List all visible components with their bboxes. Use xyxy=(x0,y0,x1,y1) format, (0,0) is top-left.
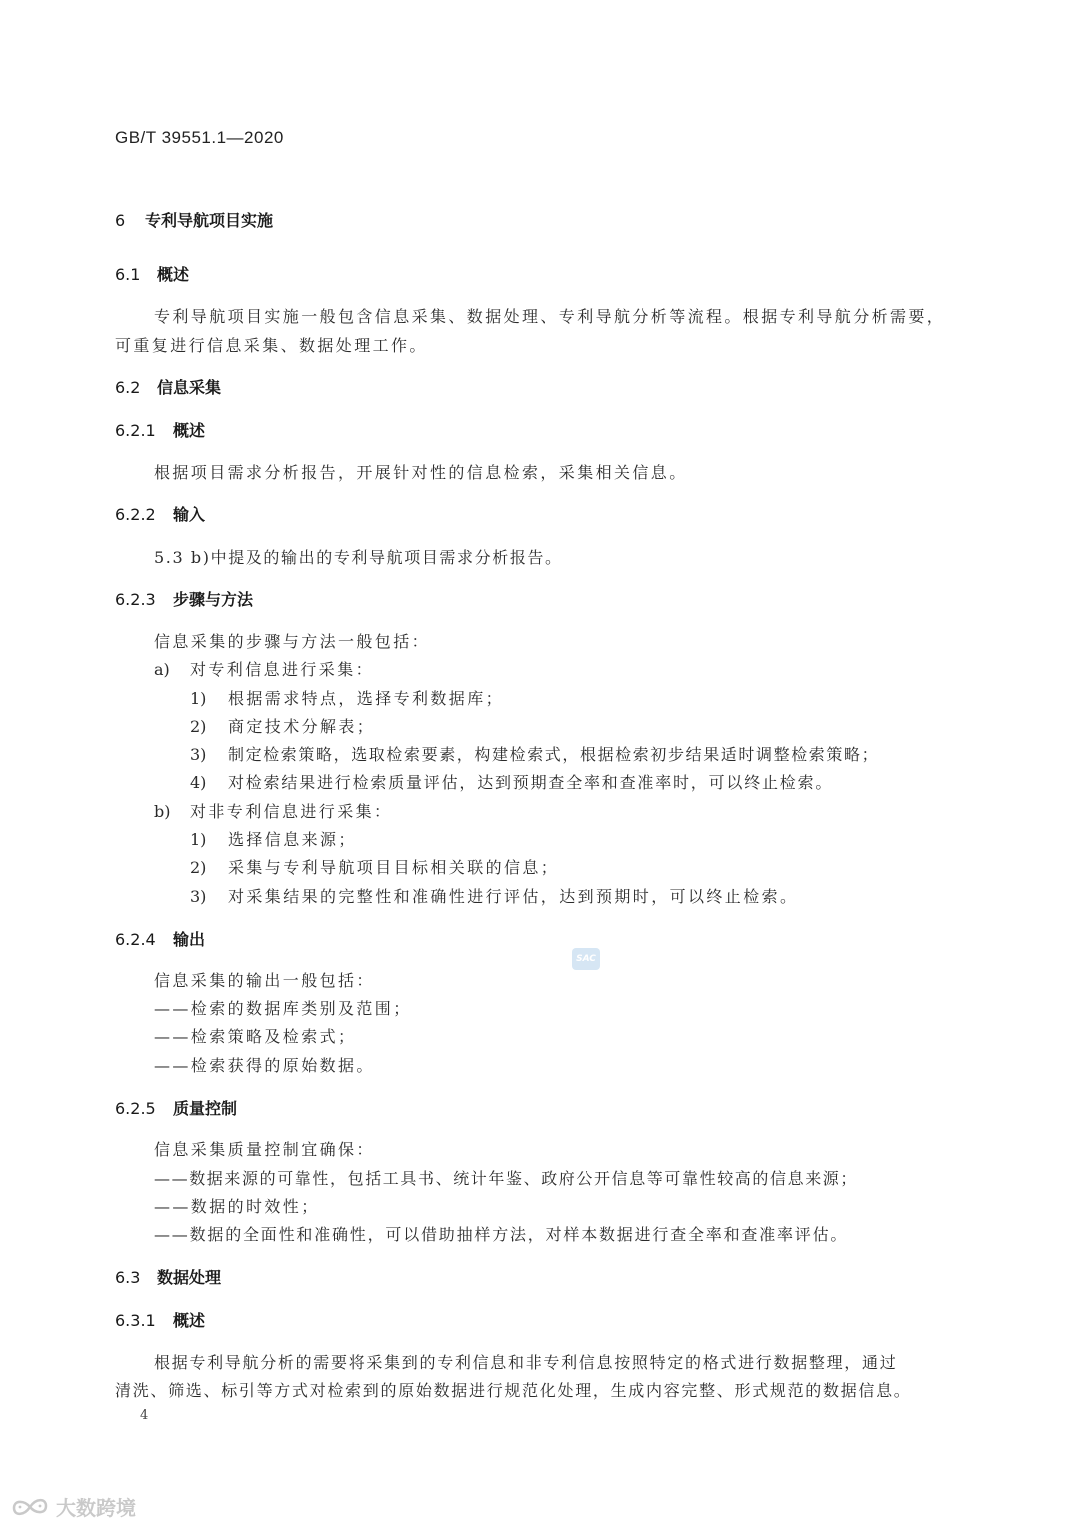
dash-item: ——数据的全面性和准确性，可以借助抽样方法，对样本数据进行查全率和查准率评估。 xyxy=(154,1225,849,1244)
heading-number: 6 xyxy=(115,211,126,230)
heading-number: 6.2.3 xyxy=(115,590,156,609)
heading-6-2-2 xyxy=(115,502,205,525)
list-item xyxy=(190,686,504,709)
heading-6-2-3 xyxy=(115,587,253,610)
list-marker: 2) xyxy=(190,858,207,877)
list-text: 对非专利信息进行采集： xyxy=(190,802,393,821)
paragraph-line: 信息采集质量控制宜确保： xyxy=(154,1140,375,1159)
heading-6-3 xyxy=(115,1265,221,1288)
heading-6-2-4 xyxy=(115,927,205,950)
paragraph-line: 根据专利导航分析的需要将采集到的专利信息和非专利信息按照特定的格式进行数据整理，通过 xyxy=(154,1353,898,1372)
list-text: 采集与专利导航项目目标相关联的信息； xyxy=(228,858,560,877)
watermark xyxy=(8,1492,136,1521)
heading-number: 6.2.4 xyxy=(115,930,156,949)
heading-title: 概述 xyxy=(157,265,190,284)
sac-stamp: SAC xyxy=(572,948,600,970)
list-item xyxy=(190,770,833,793)
heading-title: 输入 xyxy=(173,505,206,524)
list-marker: a) xyxy=(154,660,170,679)
list-marker: 3) xyxy=(190,745,207,764)
paragraph-line: 专利导航项目实施一般包含信息采集、数据处理、专利导航分析等流程。根据专利导航分析需要， xyxy=(154,307,946,326)
watermark-text: 大数跨境 xyxy=(56,1496,136,1520)
list-text: 对检索结果进行检索质量评估，达到预期查全率和查准率时，可以终止检索。 xyxy=(228,773,834,792)
list-text: 对采集结果的完整性和准确性进行评估，达到预期时，可以终止检索。 xyxy=(228,887,799,906)
heading-6-1 xyxy=(115,262,189,285)
heading-number: 6.2.1 xyxy=(115,421,156,440)
paragraph-line: 清洗、筛选、标引等方式对检索到的原始数据进行规范化处理，生成内容完整、形式规范的数据信息。 xyxy=(115,1381,912,1400)
list-item xyxy=(190,827,357,850)
dash-item: ——检索策略及检索式； xyxy=(154,1027,357,1046)
heading-title: 步骤与方法 xyxy=(173,590,254,609)
heading-6-3-1 xyxy=(115,1308,205,1331)
heading-title: 概述 xyxy=(173,421,206,440)
standard-code: GB/T 39551.1—2020 xyxy=(115,128,284,147)
heading-title: 质量控制 xyxy=(173,1099,238,1118)
heading-number: 6.3.1 xyxy=(115,1311,156,1330)
dash-item: ——数据的时效性； xyxy=(154,1197,320,1216)
list-text: 制定检索策略，选取检索要素，构建检索式，根据检索初步结果适时调整检索策略； xyxy=(228,745,880,764)
dash-item: ——数据来源的可靠性，包括工具书、统计年鉴、政府公开信息等可靠性较高的信息来源； xyxy=(154,1169,859,1188)
list-item-a xyxy=(154,657,374,680)
list-marker: b) xyxy=(154,802,171,821)
list-marker: 1) xyxy=(190,830,207,849)
heading-title: 数据处理 xyxy=(157,1268,222,1287)
page-number: 4 xyxy=(140,1408,149,1423)
heading-title: 概述 xyxy=(173,1311,206,1330)
list-text: 对专利信息进行采集： xyxy=(190,660,375,679)
heading-title: 专利导航项目实施 xyxy=(145,211,274,230)
list-item xyxy=(190,855,559,878)
paragraph-line: 信息采集的步骤与方法一般包括： xyxy=(154,632,431,651)
heading-6 xyxy=(115,208,273,231)
heading-number: 6.2 xyxy=(115,378,141,397)
list-text: 根据需求特点，选择专利数据库； xyxy=(228,689,505,708)
list-item-b xyxy=(154,799,392,822)
infinity-cat-logo-icon xyxy=(8,1494,52,1520)
list-marker: 3) xyxy=(190,887,207,906)
heading-number: 6.2.2 xyxy=(115,505,156,524)
list-text: 选择信息来源； xyxy=(228,830,357,849)
list-marker: 1) xyxy=(190,689,207,708)
list-text: 商定技术分解表； xyxy=(228,717,376,736)
heading-number: 6.2.5 xyxy=(115,1099,156,1118)
paragraph-line: 根据项目需求分析报告，开展针对性的信息检索，采集相关信息。 xyxy=(154,463,688,482)
heading-title: 信息采集 xyxy=(157,378,222,397)
dash-item: ——检索获得的原始数据。 xyxy=(154,1056,375,1075)
paragraph-line: 可重复进行信息采集、数据处理工作。 xyxy=(115,336,428,355)
list-marker: 2) xyxy=(190,717,207,736)
dash-item: ——检索的数据库类别及范围； xyxy=(154,999,412,1018)
list-marker: 4) xyxy=(190,773,207,792)
list-item xyxy=(190,884,798,907)
heading-6-2-5 xyxy=(115,1096,237,1119)
paragraph-line: 信息采集的输出一般包括： xyxy=(154,971,375,990)
list-item xyxy=(190,714,375,737)
heading-number: 6.3 xyxy=(115,1268,141,1287)
heading-6-2 xyxy=(115,375,221,398)
heading-6-2-1 xyxy=(115,418,205,441)
heading-number: 6.1 xyxy=(115,265,141,284)
list-item xyxy=(190,742,879,765)
heading-title: 输出 xyxy=(173,930,206,949)
paragraph-line: 5.3 b)中提及的输出的专利导航项目需求分析报告。 xyxy=(154,548,563,567)
